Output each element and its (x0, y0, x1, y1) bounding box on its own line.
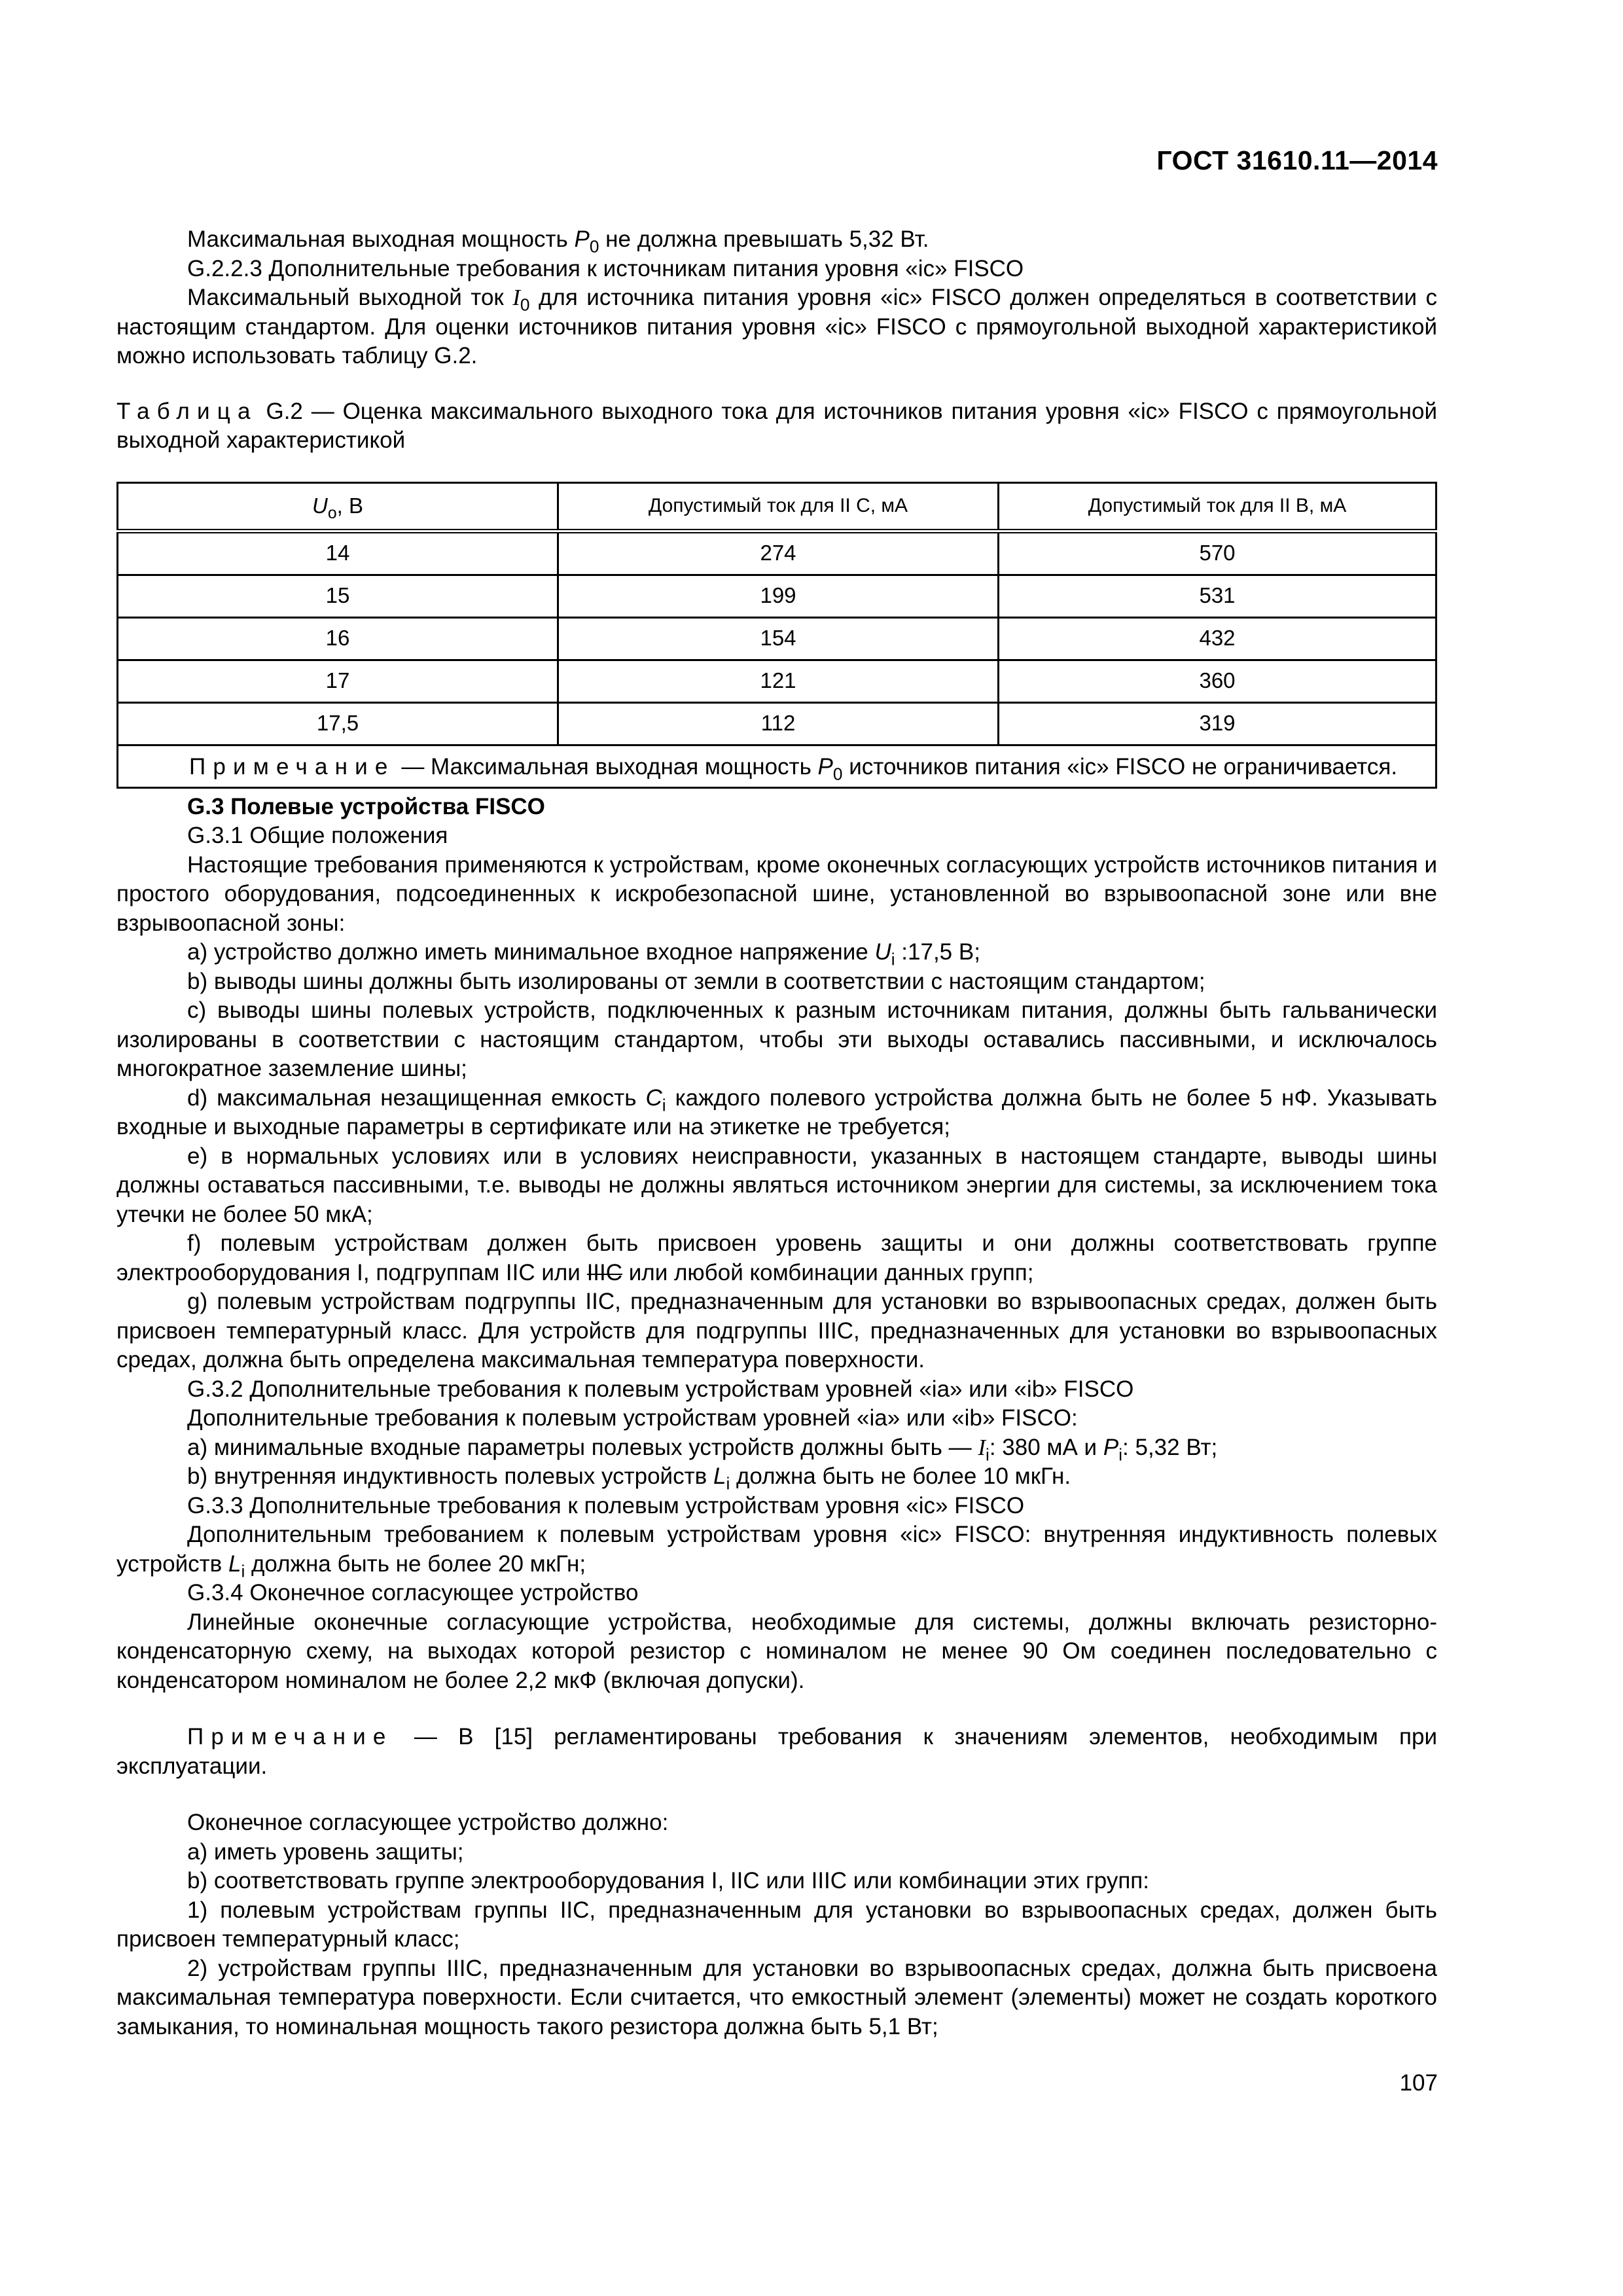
table-header-row (118, 482, 1436, 531)
table-note-row (118, 745, 1436, 787)
table-caption: Таблица G.2 — Оценка максимального выходного тока для источников питания уровня «ic» FISCO с прямоугольной выходной характеристикой (116, 398, 1437, 453)
cell-voltage: 15 (118, 575, 558, 617)
subsection-heading-g31: G.3.1 Общие положения (187, 823, 448, 848)
list-item-term-2: 2) устройствам группы IIIC, предназначенным для установки во взрывоопасных средах, должна быть присвоена максимальная температура поверхности. Если считается, что емкостный элемент (элементы) может не создать короткого замыкания, то номинальная мощность такого резистора должна быть 5,1 Вт; (116, 1955, 1437, 2039)
subsection-heading-g223: G.2.2.3 Дополнительные требования к источникам питания уровня «ic» FISCO (187, 255, 1024, 281)
list-item-term-1: 1) полевым устройствам группы IIC, предназначенным для установки во взрывоопасных средах, должен быть присвоен температурный класс; (116, 1897, 1437, 1952)
subsection-heading-g34: G.3.4 Оконечное согласующее устройство (187, 1580, 639, 1605)
table-row (118, 702, 1436, 745)
list-item-g32-b: b) внутренняя индуктивность полевых устройств $L_i$ должна быть не более 10 мкГн. (187, 1463, 1071, 1494)
cell-iic: 112 (558, 702, 999, 745)
symbol: I (512, 285, 520, 310)
section-heading-g3: G.3 Полевые устройства FISCO (187, 793, 545, 819)
cell-iib: 570 (999, 531, 1436, 575)
cell-voltage: 16 (118, 617, 558, 660)
cell-iib: 432 (999, 617, 1436, 660)
paragraph-max-power: Максимальная выходная мощность $P_0$ не должна превышать 5,32 Вт. (187, 226, 929, 257)
subsection-heading-g33: G.3.3 Дополнительные требования к полевым устройствам уровня «ic» FISCO (187, 1492, 1025, 1518)
table-note: Примечание — Максимальная выходная мощность $P_0$ источников питания «ic» FISCO не ограничивается. (118, 745, 1436, 787)
spacer (116, 1695, 1437, 1723)
paragraph-g31: Настоящие требования применяются к устройствам, кроме оконечных согласующих устройств источников питания и простого оборудования, подсоединенных к искробезопасной шине, установленной во взрывоопасной зоне или вне взрывоопасной зоны: (116, 852, 1437, 936)
list-item-e: e) в нормальных условиях или в условиях неисправности, указанных в настоящем стандарте, выводы шины должны оставаться пассивными, т.е. выводы не должны являться источником энергии для системы, за исключением тока утечки не более 50 мкА; (116, 1143, 1437, 1227)
cell-iic: 274 (558, 531, 999, 575)
column-header-iic: Допустимый ток для II C, мА (558, 482, 999, 531)
table-row (118, 531, 1436, 575)
list-item-term-a: a) иметь уровень защиты; (187, 1839, 464, 1865)
list-item-f: f) полевым устройствам должен быть присвоен уровень защиты и они должны соответствовать группе электрооборудования I, подгруппам IIC или IIIC или любой комбинации данных групп; (116, 1230, 1437, 1285)
document-header: ГОСТ 31610.11—2014 (1156, 145, 1438, 175)
list-item-g32-a: a) минимальные входные параметры полевых устройств должны быть — $I_i$: 380 мА и $P_i$: 5,32 Вт; (187, 1434, 1218, 1464)
cell-iic: 199 (558, 575, 999, 617)
list-item-b: b) выводы шины должны быть изолированы от земли в соответствии с настоящим стандартом; (187, 968, 1205, 994)
page-number: 107 (1399, 2070, 1438, 2096)
cell-iib: 531 (999, 575, 1436, 617)
cell-voltage: 17,5 (118, 702, 558, 745)
subsection-heading-g32: G.3.2 Дополнительные требования к полевым устройствам уровней «ia» или «ib» FISCO (187, 1376, 1134, 1402)
paragraph-g32: Дополнительные требования к полевым устройствам уровней «ia» или «ib» FISCO: (187, 1405, 1078, 1431)
cell-voltage: 17 (118, 660, 558, 702)
list-item-g: g) полевым устройствам подгруппы IIC, предназначенным для установки во взрывоопасных средах, должен быть присвоен температурный класс. Для устройств для подгруппы IIIC, предназначенных для установки во взрывоопасных средах, должна быть определена максимальная температура поверхности. (116, 1289, 1437, 1372)
paragraph-term-intro: Оконечное согласующее устройство должно: (187, 1810, 669, 1835)
cell-iib: 319 (999, 702, 1436, 745)
page-content (116, 225, 1437, 2041)
paragraph-max-current: Максимальный выходной ток $I_0$ для источника питания уровня «ic» FISCO должен определяться в соответствии с настоящим стандартом. Для оценки источников питания уровня «ic» FISCO с прямоугольной выходной характеристикой можно использовать таблицу G.2. (116, 285, 1437, 368)
table-row (118, 575, 1436, 617)
cell-iic: 121 (558, 660, 999, 702)
list-item-c: c) выводы шины полевых устройств, подключенных к разным источникам питания, должны быть гальванически изолированы в соответствии с настоящим стандартом, чтобы эти выходы оставались пассивными, и исключалось многократное заземление шины; (116, 997, 1437, 1081)
note-paragraph: Примечание — В [15] регламентированы требования к значениям элементов, необходимым при эксплуатации. (116, 1724, 1437, 1779)
column-header-iib: Допустимый ток для II B, мА (999, 482, 1436, 531)
cell-voltage: 14 (118, 531, 558, 575)
struck-text: IIIC (586, 1259, 623, 1285)
paragraph-g33: Дополнительным требованием к полевым устройствам уровня «ic» FISCO: внутренняя индуктивность полевых устройств $L_i$ должна быть не более 20 мкГн; (116, 1522, 1437, 1581)
cell-iib: 360 (999, 660, 1436, 702)
list-item-a: a) устройство должно иметь минимальное входное напряжение $U_i$ :17,5 В; (187, 939, 980, 969)
table-row (118, 617, 1436, 660)
column-header-voltage: $U_o$, В (118, 482, 558, 531)
current-table (116, 482, 1437, 789)
spacer (116, 1781, 1437, 1808)
list-item-d: d) максимальная незащищенная емкость $C_i$ каждого полевого устройства должна быть не более 5 нФ. Указывать входные и выходные параметры в сертификате или на этикетке не требуется; (116, 1085, 1437, 1139)
symbol: P (574, 226, 590, 252)
cell-iic: 154 (558, 617, 999, 660)
table-row (118, 660, 1436, 702)
list-item-term-b: b) соответствовать группе электрооборудования I, IIC или IIIC или комбинации этих групп: (187, 1868, 1149, 1893)
paragraph-g34: Линейные оконечные согласующие устройства, необходимые для системы, должны включать резисторно-конденсаторную схему, на выходах которой резистор с номиналом не менее 90 Ом соединен последовательно с конденсатором номиналом не более 2,2 мкФ (включая допуски). (116, 1609, 1437, 1693)
